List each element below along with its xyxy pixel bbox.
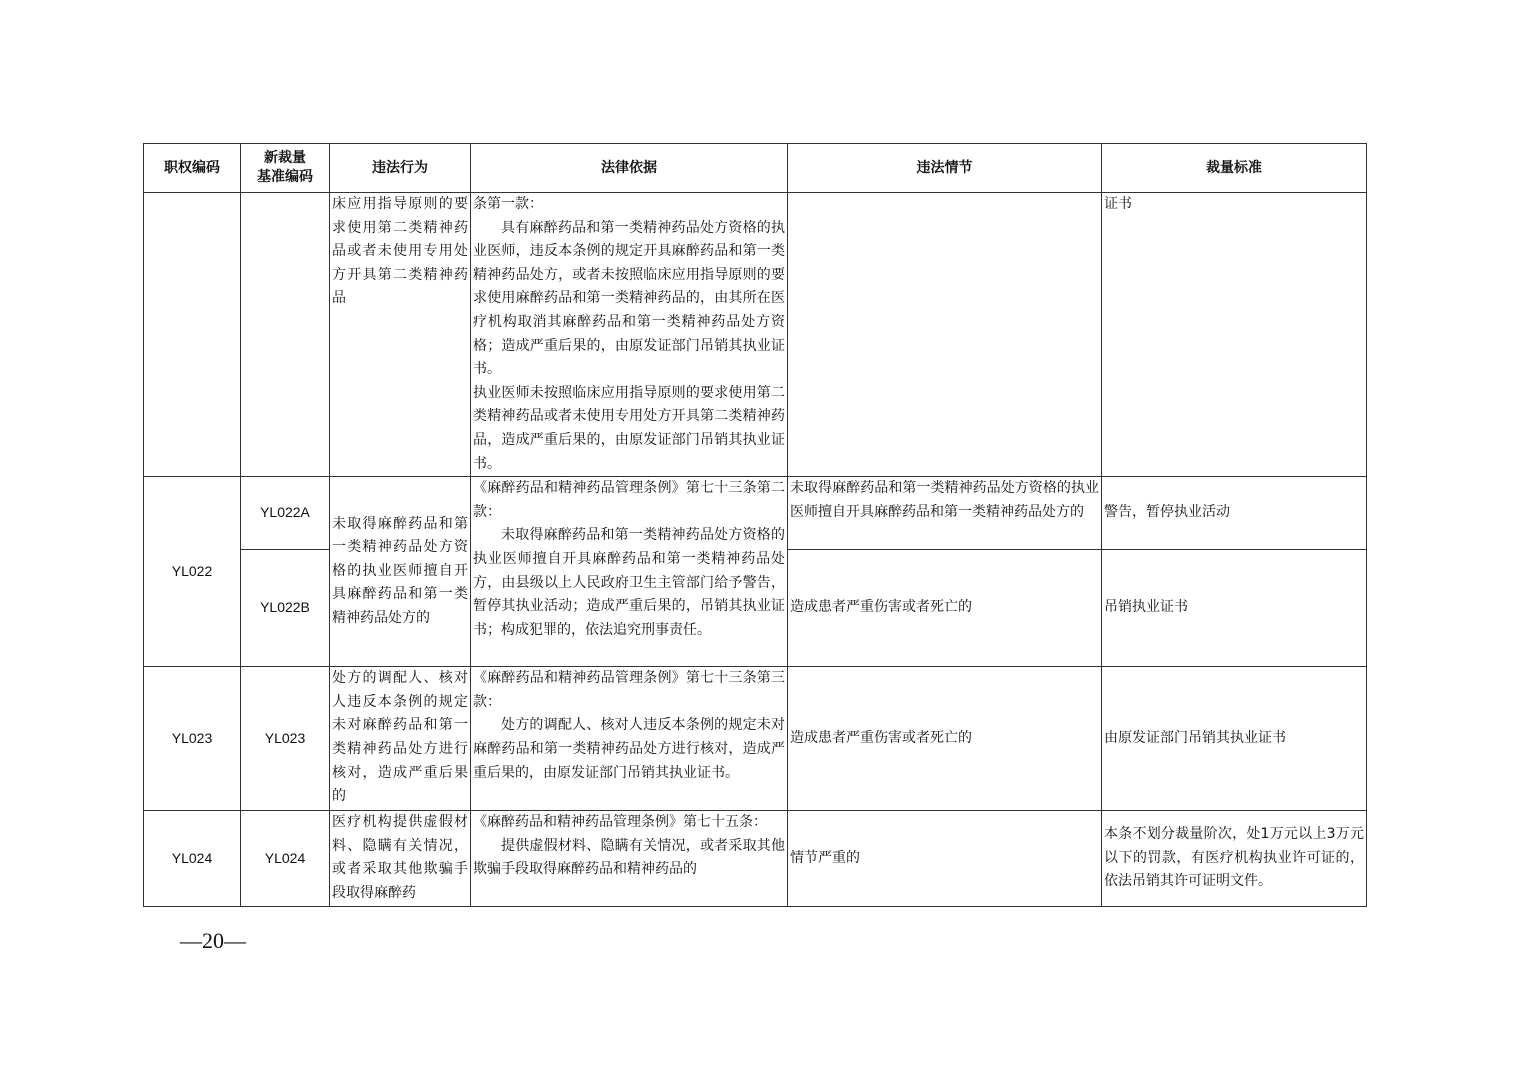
violation-cell: 床应用指导原则的要求使用第二类精神药品或者未使用专用处方开具第二类精神药品 [330, 193, 471, 477]
standard-cell: 本条不划分裁量阶次，处1万元以上3万元以下的罚款，有医疗机构执业许可证的，依法吊销其许可证明文件。 [1102, 811, 1367, 907]
basis-code-cell: YL022A [241, 477, 330, 550]
legal-basis-lead: 《麻醉药品和精神药品管理条例》第七十五条： [473, 814, 767, 831]
table-row [144, 477, 1367, 550]
standard-cell: 证书 [1102, 193, 1367, 477]
legal-basis-body: 具有麻醉药品和第一类精神药品处方资格的执业医师，违反本条例的规定开具麻醉药品和第一类精神药品处方，或者未按照临床应用指导原则的要求使用麻醉药品和第一类精神药品的，由其所在医疗机构取消其麻醉药品和第一类精神药品处方资格；造成严重后果的，由原发证部门吊销其执业证书。 [473, 219, 785, 378]
circumstance-cell: 未取得麻醉药品和第一类精神药品处方资格的执业医师擅自开具麻醉药品和第一类精神药品处方的 [788, 477, 1102, 550]
header-legal-basis: 法律依据 [471, 144, 788, 193]
header-violation: 违法行为 [330, 144, 471, 193]
legal-basis-body: 未取得麻醉药品和第一类精神药品处方资格的执业医师擅自开具麻醉药品和第一类精神药品处方，由县级以上人民政府卫生主管部门给予警告，暂停其执业活动；造成严重后果的，吊销其执业证书；构成犯罪的，依法追究刑事责任。 [473, 527, 785, 638]
circumstance-cell: 情节严重的 [788, 811, 1102, 907]
legal-basis-body: 处方的调配人、核对人违反本条例的规定未对麻醉药品和第一类精神药品处方进行核对，造成严重后果的，由原发证部门吊销其执业证书。 [473, 717, 785, 781]
circumstance-cell: 造成患者严重伤害或者死亡的 [788, 550, 1102, 667]
table-row [144, 667, 1367, 811]
basis-code-cell [241, 193, 330, 477]
legal-basis-lead: 《麻醉药品和精神药品管理条例》第七十三条第三款： [473, 670, 785, 710]
header-standard: 裁量标准 [1102, 144, 1367, 193]
standard-cell: 吊销执业证书 [1102, 550, 1367, 667]
standard-cell: 警告，暂停执业活动 [1102, 477, 1367, 550]
authority-code-cell: YL024 [144, 811, 241, 907]
page-number: —20— [180, 928, 246, 953]
discretion-standards-table [143, 143, 1367, 907]
basis-code-cell: YL024 [241, 811, 330, 907]
basis-code-cell: YL022B [241, 550, 330, 667]
legal-basis-cell [471, 193, 788, 477]
legal-basis-cell [471, 667, 788, 811]
violation-cell: 未取得麻醉药品和第一类精神药品处方资格的执业医师擅自开具麻醉药品和第一类精神药品处方的 [330, 477, 471, 667]
table-row [144, 193, 1367, 477]
basis-code-cell: YL023 [241, 667, 330, 811]
legal-basis-tail: 执业医师未按照临床应用指导原则的要求使用第二类精神药品或者未使用专用处方开具第二类精神药品，造成严重后果的，由原发证部门吊销其执业证书。 [473, 384, 785, 472]
authority-code-cell: YL022 [144, 477, 241, 667]
table-header-row [144, 144, 1367, 193]
authority-code-cell: YL023 [144, 667, 241, 811]
legal-basis-cell [471, 477, 788, 667]
standard-cell: 由原发证部门吊销其执业证书 [1102, 667, 1367, 811]
legal-basis-lead: 条第一款： [473, 196, 543, 212]
table-row [144, 811, 1367, 907]
authority-code-cell [144, 193, 241, 477]
legal-basis-cell [471, 811, 788, 907]
violation-cell: 医疗机构提供虚假材料、隐瞒有关情况，或者采取其他欺骗手段取得麻醉药 [330, 811, 471, 907]
header-circumstance: 违法情节 [788, 144, 1102, 193]
violation-cell: 处方的调配人、核对人违反本条例的规定未对麻醉药品和第一类精神药品处方进行核对，造成严重后果的 [330, 667, 471, 811]
circumstance-cell: 造成患者严重伤害或者死亡的 [788, 667, 1102, 811]
circumstance-cell [788, 193, 1102, 477]
legal-basis-body: 提供虚假材料、隐瞒有关情况，或者采取其他欺骗手段取得麻醉药品和精神药品的 [473, 837, 785, 878]
legal-basis-lead: 《麻醉药品和精神药品管理条例》第七十三条第二款： [473, 480, 785, 520]
header-authority-code: 职权编码 [144, 144, 241, 193]
header-basis-code: 新裁量 基准编码 [241, 144, 330, 193]
